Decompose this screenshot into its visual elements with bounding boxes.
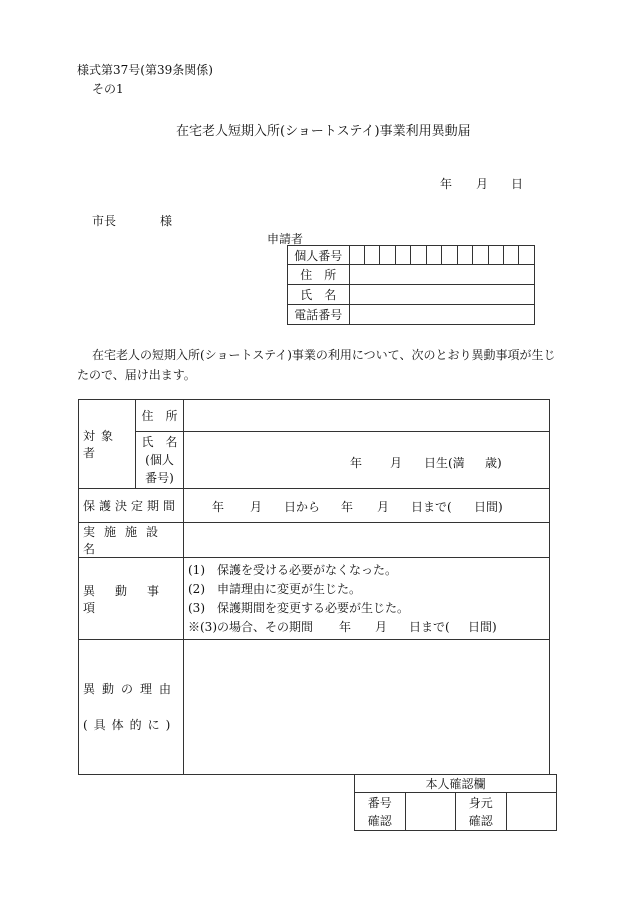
- period-days: 日間): [474, 500, 503, 514]
- period-label: 保護決定期間: [79, 489, 184, 523]
- applicant-row-label: 個人番号: [288, 246, 350, 265]
- name-label-3: 番号): [145, 471, 174, 485]
- identity-check-field[interactable]: [506, 793, 556, 831]
- date-day: 日: [511, 177, 524, 191]
- period-month-2: 月: [377, 500, 390, 514]
- note-prefix: ※(3)の場合、その期間: [188, 619, 313, 634]
- my-number-digit-box[interactable]: [411, 246, 426, 265]
- address-label: 住 所: [136, 400, 184, 432]
- applicant-row-label: 住 所: [288, 265, 350, 285]
- birth-month: 月: [390, 456, 403, 470]
- subject-address-field[interactable]: [184, 400, 550, 432]
- applicant-table: [287, 245, 535, 325]
- my-number-digit-box[interactable]: [473, 246, 488, 265]
- subject-name-field[interactable]: [184, 432, 550, 489]
- my-number-digit-box[interactable]: [426, 246, 441, 265]
- main-table: [78, 399, 550, 775]
- change-item[interactable]: (2) 申請理由に変更が生じた。: [188, 581, 361, 596]
- change-items: [184, 558, 550, 640]
- birth-day: 日生(満: [424, 456, 465, 470]
- applicant-row-label: 氏 名: [288, 285, 350, 305]
- period-day-2: 日まで(: [411, 500, 452, 514]
- reason-label-cell: [79, 640, 184, 775]
- my-number-digit-box[interactable]: [503, 246, 518, 265]
- subject-label: 対象者: [83, 429, 120, 460]
- intro-line-2: たので、届け出ます。: [77, 368, 196, 382]
- name-label-1: 氏 名: [141, 435, 178, 449]
- intro-line-1: 在宅老人の短期入所(ショートステイ)事業の利用について、次のとおり異動事項が生じ: [92, 348, 556, 362]
- period-year-1: 年: [212, 500, 225, 514]
- reason-field[interactable]: [184, 640, 550, 775]
- my-number-digit-box[interactable]: [365, 246, 380, 265]
- my-number-digit-box[interactable]: [380, 246, 395, 265]
- change-item[interactable]: (1) 保護を受ける必要がなくなった。: [188, 562, 397, 577]
- period-day-1: 日から: [284, 500, 321, 514]
- number-check-label-1: 番号: [367, 795, 392, 810]
- addressee-mayor: 市長: [92, 214, 117, 228]
- change-label: 異動事項: [79, 558, 184, 640]
- my-number-digit-box[interactable]: [349, 246, 364, 265]
- birth-year: 年: [350, 456, 363, 470]
- applicant-label: 申請者: [267, 232, 304, 246]
- my-number-digit-box[interactable]: [488, 246, 503, 265]
- period-year-2: 年: [341, 500, 354, 514]
- period-field[interactable]: [184, 489, 550, 523]
- note-year: 年: [339, 619, 352, 634]
- form-number: 様式第37号(第39条関係): [77, 63, 213, 77]
- note-days: 日間): [468, 619, 497, 634]
- addressee-sama: 様: [160, 214, 173, 228]
- reason-label-2: (具体的に): [83, 718, 177, 732]
- identity-check-label: [455, 793, 506, 831]
- identity-check-label-2: 確認: [468, 813, 493, 828]
- number-check-field[interactable]: [405, 793, 455, 831]
- change-note: [188, 618, 545, 637]
- id-check-title: 本人確認欄: [355, 775, 557, 793]
- birth-age: 歳): [485, 456, 502, 470]
- name-label-2: (個人: [145, 453, 174, 467]
- reason-label-1: 異動の理由: [83, 682, 179, 696]
- number-check-label: [355, 793, 406, 831]
- applicant-name-field[interactable]: [349, 285, 534, 305]
- facility-label: 実施施設名: [79, 523, 184, 558]
- my-number-digit-box[interactable]: [519, 246, 535, 265]
- note-month: 月: [375, 619, 388, 634]
- date-month: 月: [476, 177, 489, 191]
- my-number-digit-box[interactable]: [457, 246, 472, 265]
- name-label-cell: [136, 432, 184, 489]
- my-number-digit-box[interactable]: [395, 246, 410, 265]
- applicant-address-field[interactable]: [349, 265, 534, 285]
- applicant-row-label: 電話番号: [288, 305, 350, 325]
- number-check-label-2: 確認: [367, 813, 392, 828]
- subject-label-cell: [79, 400, 136, 489]
- id-check-table: [354, 774, 557, 831]
- identity-check-label-1: 身元: [468, 795, 493, 810]
- period-month-1: 月: [250, 500, 263, 514]
- note-until: 日まで(: [409, 619, 450, 634]
- change-item[interactable]: (3) 保護期間を変更する必要が生じた。: [188, 600, 409, 615]
- form-title: 在宅老人短期入所(ショートステイ)事業利用異動届: [176, 124, 471, 139]
- applicant-phone-field[interactable]: [349, 305, 534, 325]
- form-sub-number: その1: [92, 82, 124, 96]
- my-number-digit-box[interactable]: [442, 246, 457, 265]
- facility-field[interactable]: [184, 523, 550, 558]
- date-year: 年: [440, 177, 453, 191]
